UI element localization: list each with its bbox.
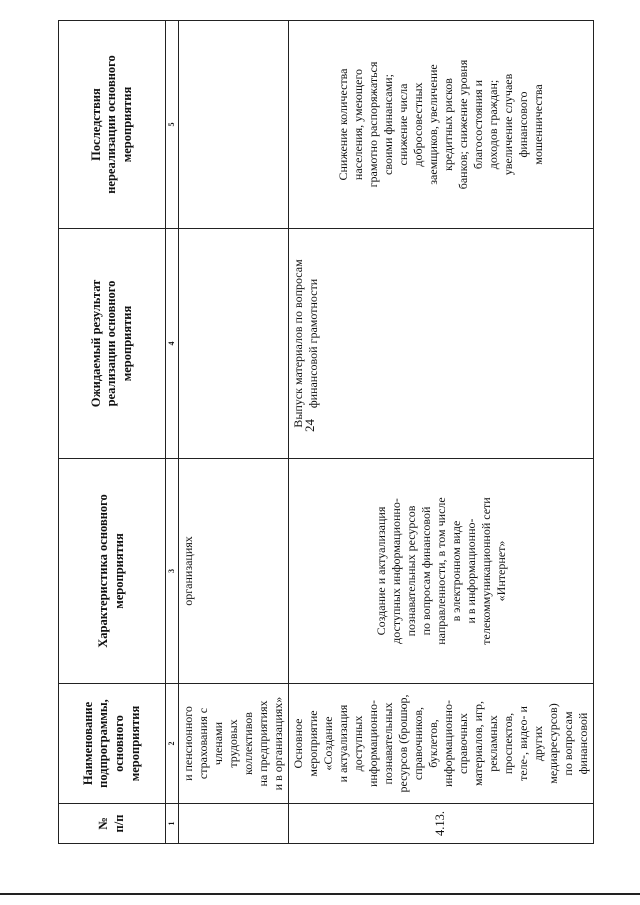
column-number-row [166,21,179,844]
column-number: 4 [166,229,179,459]
column-number: 2 [166,684,179,804]
column-number: 1 [166,804,179,844]
column-number: 3 [166,459,179,684]
measure-characteristic: организациях [179,459,289,684]
consequences [179,21,289,229]
table-row [179,21,289,844]
header-characteristic: Характеристика основного мероприятия [59,459,166,684]
expected-result [179,229,289,459]
measures-table [58,20,594,844]
bottom-rule [0,893,640,895]
header-consequences: Последствия нереализации основного мероприятия [59,21,166,229]
row-number [179,804,289,844]
column-number: 5 [166,21,179,229]
consequences: Снижение количества населения, умеющего грамотно распоряжаться своими финансами; снижение числа добросовестных заемщиков, увеличение кредитных рисков банков; снижение уровня благосостояния и доходов граждан; увеличение случаев финансового мошенничества [289,21,594,229]
header-expected-result: Ожидаемый результат реализации основного мероприятия [59,229,166,459]
rotated-table-container [58,21,611,844]
page-number: 24 [302,419,317,432]
measure-name: Основное мероприятие «Создание и актуализация доступных информационно- познавательных ресурсов (брошюр, справочников, буклетов, информационно- справочных материалов, игр, рекламных проспектов, теле-, видео- и других медиаресурсов) по вопросам финансовой [289,684,594,804]
table-row [289,21,594,844]
expected-result: Выпуск материалов по вопросам финансовой грамотности [289,229,594,459]
header-row [59,21,166,844]
measure-name: и пенсионного страхования с членами трудовых коллективов на предприятиях и в организациях» [179,684,289,804]
row-number: 4.13. [289,804,594,844]
header-name: Наименование подпрограммы, основного мероприятия [59,684,166,804]
measure-characteristic: Создание и актуализация доступных информационно- познавательных ресурсов по вопросам финансовой направленности, в том числе в электронном виде и в информационно- телекоммуникационной сети «Интернет» [289,459,594,684]
header-number: № п/п [59,804,166,844]
